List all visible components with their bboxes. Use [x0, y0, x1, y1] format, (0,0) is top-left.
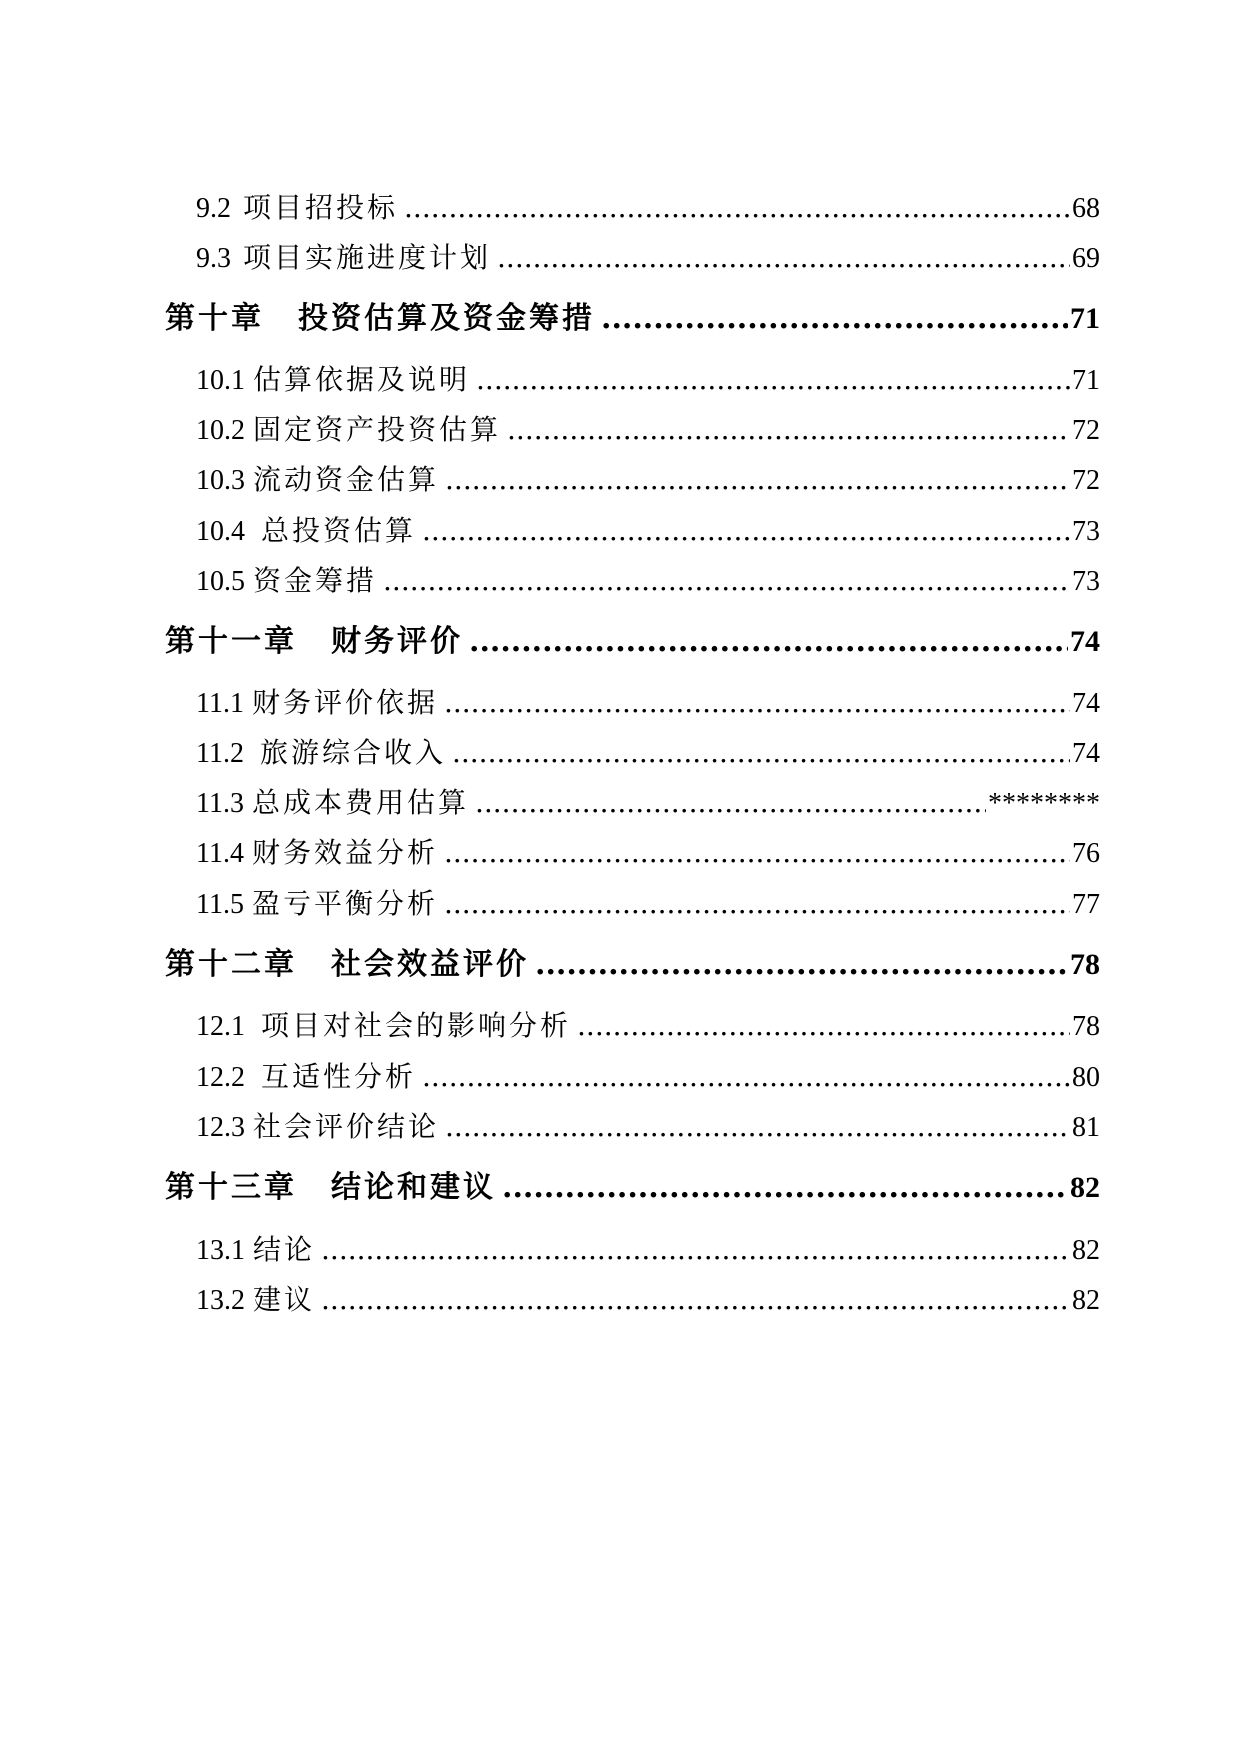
toc-entry-title: 项目实施进度计划: [243, 241, 492, 274]
toc-chapter-10[interactable]: [165, 298, 1100, 340]
toc-entry-page: 74: [1072, 688, 1100, 719]
toc-entry-11-4[interactable]: [196, 833, 1100, 873]
toc-entry-number: 12.1: [196, 1011, 245, 1042]
toc-entry-10-2[interactable]: [196, 410, 1100, 450]
toc-chapter-page: 71: [1070, 302, 1100, 335]
dot-leader: [577, 1006, 1070, 1046]
toc-chapter-number: 第十二章: [165, 947, 297, 982]
toc-entry-number: 9.2: [196, 193, 231, 224]
toc-entry-number: 10.5: [196, 566, 245, 597]
toc-entry-title: 建议: [253, 1283, 316, 1316]
toc-chapter-page: 74: [1070, 625, 1100, 658]
toc-chapter-title: 投资估算及资金筹措: [298, 301, 595, 336]
toc-entry-title: 估算依据及说明: [253, 363, 471, 396]
toc-entry-page: 72: [1072, 465, 1100, 496]
toc-entry-number: 11.5: [196, 889, 244, 920]
toc-entry-page: 81: [1072, 1112, 1100, 1143]
toc-entry-10-3[interactable]: [196, 460, 1100, 500]
toc-entry-title: 旅游综合收入: [259, 736, 446, 769]
dot-leader: [601, 298, 1068, 340]
toc-chapter-page: 82: [1070, 1171, 1100, 1204]
dot-leader: [321, 1230, 1070, 1270]
toc-entry-page: 82: [1072, 1285, 1100, 1316]
toc-entry-page: 77: [1072, 889, 1100, 920]
dot-leader: [469, 621, 1068, 663]
toc-entry-13-2[interactable]: [196, 1280, 1100, 1320]
toc-chapter-title: 财务评价: [331, 624, 463, 659]
toc-entry-page: 78: [1072, 1011, 1100, 1042]
toc-chapter-12[interactable]: [165, 944, 1100, 986]
toc-entry-page: 82: [1072, 1235, 1100, 1266]
toc-entry-11-2[interactable]: [196, 733, 1100, 773]
toc-entry-title: 固定资产投资估算: [253, 413, 502, 446]
toc-entry-page: 69: [1072, 243, 1100, 274]
toc-entry-9-2[interactable]: [196, 188, 1100, 228]
dot-leader: [444, 884, 1070, 924]
toc-entry-title: 项目招投标: [243, 191, 399, 224]
toc-entry-9-3[interactable]: [196, 238, 1100, 278]
toc-entry-title: 盈亏平衡分析: [251, 887, 438, 920]
toc-entry-title: 结论: [253, 1233, 316, 1266]
dot-leader: [422, 1057, 1070, 1097]
toc-chapter-title: 结论和建议: [331, 1170, 496, 1205]
dot-leader: [475, 783, 986, 823]
dot-leader: [502, 1167, 1068, 1209]
toc-entry-title: 社会评价结论: [253, 1110, 440, 1143]
toc-entry-page: 71: [1072, 365, 1100, 396]
dot-leader: [507, 410, 1070, 450]
toc-entry-number: 11.2: [196, 738, 244, 769]
toc-entry-title: 总投资估算: [261, 514, 417, 547]
toc-entry-page: 80: [1072, 1062, 1100, 1093]
toc-entry-number: 10.1: [196, 365, 245, 396]
toc-entry-page: 68: [1072, 193, 1100, 224]
toc-chapter-11[interactable]: [165, 621, 1100, 663]
toc-entry-number: 12.3: [196, 1112, 245, 1143]
toc-chapter-number: 第十一章: [165, 624, 297, 659]
dot-leader: [452, 733, 1070, 773]
toc-chapter-number: 第十章: [165, 301, 264, 336]
toc-chapter-13[interactable]: [165, 1167, 1100, 1209]
toc-entry-number: 11.4: [196, 838, 244, 869]
toc-entry-number: 12.2: [196, 1062, 245, 1093]
dot-leader: [404, 188, 1070, 228]
toc-entry-10-1[interactable]: [196, 360, 1100, 400]
toc-entry-11-5[interactable]: [196, 884, 1100, 924]
toc-entry-11-3[interactable]: [196, 783, 1100, 823]
toc-entry-page: ********: [988, 788, 1100, 819]
toc-entry-title: 总成本费用估算: [251, 786, 469, 819]
dot-leader: [444, 833, 1070, 873]
dot-leader: [445, 1107, 1070, 1147]
toc-entry-page: 73: [1072, 516, 1100, 547]
toc-entry-page: 73: [1072, 566, 1100, 597]
toc-chapter-title: 社会效益评价: [331, 947, 529, 982]
toc-chapter-number: 第十三章: [165, 1170, 297, 1205]
toc-entry-number: 9.3: [196, 243, 231, 274]
dot-leader: [445, 460, 1070, 500]
toc-entry-page: 76: [1072, 838, 1100, 869]
toc-entry-10-5[interactable]: [196, 561, 1100, 601]
toc-entry-number: 11.3: [196, 788, 244, 819]
dot-leader: [476, 360, 1070, 400]
toc-entry-number: 10.2: [196, 415, 245, 446]
toc-entry-11-1[interactable]: [196, 683, 1100, 723]
toc-chapter-page: 78: [1070, 948, 1100, 981]
toc-entry-12-3[interactable]: [196, 1107, 1100, 1147]
toc-entry-12-1[interactable]: [196, 1006, 1100, 1046]
toc-entry-number: 10.3: [196, 465, 245, 496]
toc-entry-number: 10.4: [196, 516, 245, 547]
toc-entry-number: 13.1: [196, 1235, 245, 1266]
dot-leader: [422, 511, 1070, 551]
toc-entry-number: 13.2: [196, 1285, 245, 1316]
toc-entry-title: 资金筹措: [253, 564, 378, 597]
toc-entry-title: 项目对社会的影响分析: [261, 1009, 572, 1042]
toc-entry-10-4[interactable]: [196, 511, 1100, 551]
toc-entry-title: 互适性分析: [261, 1060, 417, 1093]
toc-entry-title: 流动资金估算: [253, 463, 440, 496]
toc-entry-number: 11.1: [196, 688, 244, 719]
toc-entry-title: 财务评价依据: [251, 686, 438, 719]
dot-leader: [535, 944, 1068, 986]
toc-entry-12-2[interactable]: [196, 1057, 1100, 1097]
toc-entry-title: 财务效益分析: [251, 836, 438, 869]
dot-leader: [321, 1280, 1070, 1320]
dot-leader: [383, 561, 1070, 601]
dot-leader: [444, 683, 1070, 723]
toc-entry-page: 74: [1072, 738, 1100, 769]
dot-leader: [497, 238, 1070, 278]
toc-entry-13-1[interactable]: [196, 1230, 1100, 1270]
toc-entry-page: 72: [1072, 415, 1100, 446]
